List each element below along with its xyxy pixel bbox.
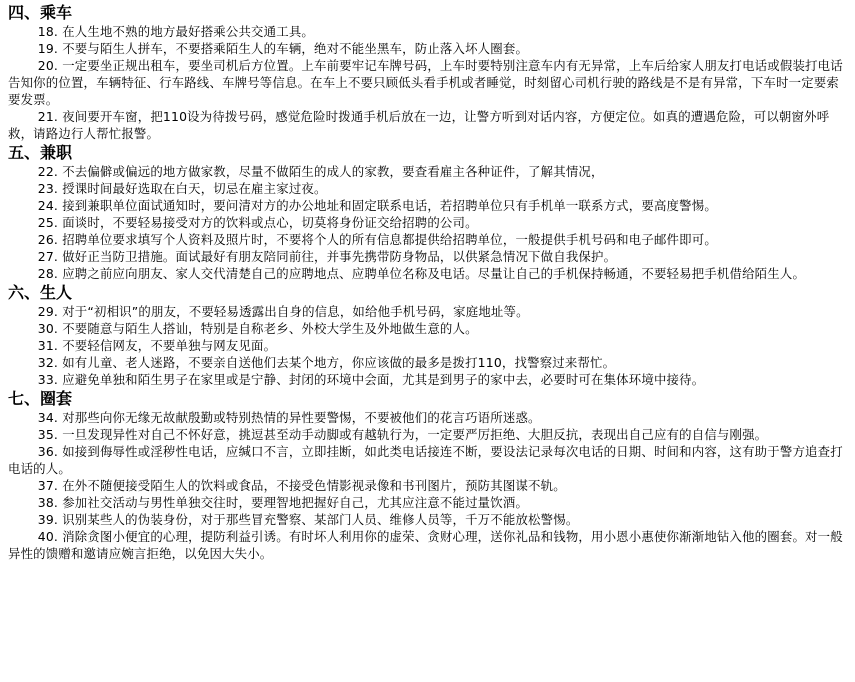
section-heading: 四、乘车 xyxy=(8,3,73,22)
section-heading: 六、生人 xyxy=(8,283,73,302)
list-item: 26. 招聘单位要求填写个人资料及照片时，不要将个人的所有信息都提供给招聘单位，一般提供手机号码和电子邮件即可。 xyxy=(37,232,717,247)
section-traps xyxy=(8,388,847,562)
list-item: 37. 在外不随便接受陌生人的饮料或食品，不接受色情影视录像和书刊图片，预防其图谋不轨。 xyxy=(37,478,566,493)
list-item: 35. 一旦发现异性对自己不怀好意，挑逗甚至动手动脚或有越轨行为，一定要严厉拒绝、大胆反抗，表现出自己应有的自信与刚强。 xyxy=(37,427,768,442)
list-item: 18. 在人生地不熟的地方最好搭乘公共交通工具。 xyxy=(37,24,315,39)
section-heading: 五、兼职 xyxy=(8,143,73,162)
list-item: 27. 做好正当防卫措施。面试最好有朋友陪同前往，并事先携带防身物品，以供紧急情况下做自我保护。 xyxy=(37,249,617,264)
list-item: 39. 识别某些人的伪装身份，对于那些冒充警察、某部门人员、维修人员等，千万不能放松警惕。 xyxy=(37,512,579,527)
list-item: 21. 夜间要开车窗，把110设为待拨号码，感觉危险时拨通手机后放在一边，让警方听到对话内容，方便定位。如真的遭遇危险，可以朝窗外呼救，请路边行人帮忙报警。 xyxy=(8,109,830,141)
list-item: 28. 应聘之前应向朋友、家人交代清楚自己的应聘地点、应聘单位名称及电话。尽量让自己的手机保持畅通，不要轻易把手机借给陌生人。 xyxy=(37,266,806,281)
list-item: 40. 消除贪图小便宜的心理，提防利益引诱。有时坏人利用你的虚荣、贪财心理，送你礼品和钱物，用小恩小惠使你渐渐地钻入他的圈套。对一般异性的馈赠和邀请应婉言拒绝，以免因大失小。 xyxy=(8,529,843,561)
list-item: 25. 面谈时，不要轻易接受对方的饮料或点心，切莫将身份证交给招聘的公司。 xyxy=(37,215,478,230)
section-strangers xyxy=(8,282,847,388)
list-item: 24. 接到兼职单位面试通知时，要问清对方的办公地址和固定联系电话，若招聘单位只有手机单一联系方式，要高度警惕。 xyxy=(37,198,717,213)
list-item: 31. 不要轻信网友，不要单独与网友见面。 xyxy=(37,338,277,353)
list-item: 38. 参加社交活动与男性单独交往时，要理智地把握好自己，尤其应注意不能过量饮酒。 xyxy=(37,495,529,510)
section-riding xyxy=(8,2,847,142)
list-item: 22. 不去偏僻或偏远的地方做家教，尽量不做陌生的成人的家教，要查看雇主各种证件，了解其情况， xyxy=(37,164,604,179)
section-part-time xyxy=(8,142,847,282)
list-item: 30. 不要随意与陌生人搭讪，特别是自称老乡、外校大学生及外地做生意的人。 xyxy=(37,321,478,336)
section-heading: 七、圈套 xyxy=(8,389,73,408)
list-item: 19. 不要与陌生人拼车，不要搭乘陌生人的车辆，绝对不能坐黑车，防止落入坏人圈套。 xyxy=(37,41,529,56)
list-item: 20. 一定要坐正规出租车，要坐司机后方位置。上车前要牢记车牌号码，上车时要特别注意车内有无异常，上车后给家人朋友打电话或假装打电话告知你的位置，车辆特征、行车路线、车牌号等信息。在车上不要只顾低头看手机或者睡觉，时刻留心司机行驶的路线是不是有异常，下车时一定要索要发票。 xyxy=(8,58,843,107)
list-item: 33. 应避免单独和陌生男子在家里或是宁静、封闭的环境中会面，尤其是到男子的家中去，必要时可在集体环境中接待。 xyxy=(37,372,705,387)
list-item: 36. 如接到侮辱性或淫秽性电话，应缄口不言，立即挂断，如此类电话接连不断，要设法记录每次电话的日期、时间和内容，这有助于警方追查打电话的人。 xyxy=(8,444,843,476)
list-item: 23. 授课时间最好选取在白天，切忌在雇主家过夜。 xyxy=(37,181,327,196)
list-item: 29. 对于“初相识”的朋友，不要轻易透露出自身的信息，如给他手机号码，家庭地址等。 xyxy=(37,304,529,319)
list-item: 32. 如有儿童、老人迷路，不要亲自送他们去某个地方，你应该做的最多是拨打110，找警察过来帮忙。 xyxy=(37,355,616,370)
list-item: 34. 对那些向你无缘无故献殷勤或特别热情的异性要警惕，不要被他们的花言巧语所迷惑。 xyxy=(37,410,541,425)
